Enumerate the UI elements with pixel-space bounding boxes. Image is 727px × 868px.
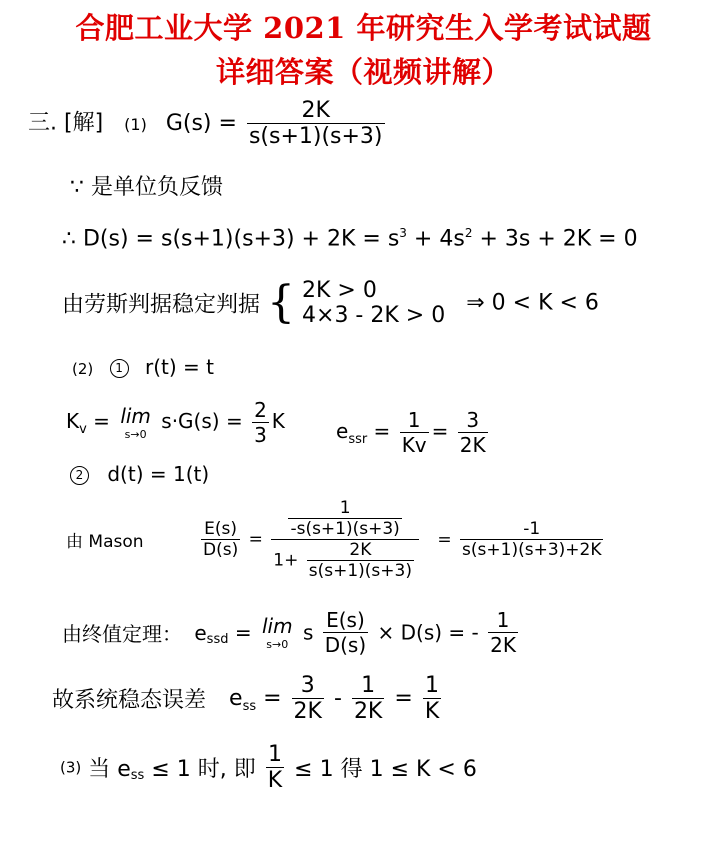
ess-f3-den: K bbox=[424, 699, 440, 724]
mason-result-fraction bbox=[460, 519, 603, 560]
essd-lhs: e bbox=[194, 620, 207, 645]
ess-lhs: e bbox=[229, 686, 243, 711]
part3-text-b: ≤ 1 时, 即 bbox=[144, 757, 256, 782]
essr-f2-num: 3 bbox=[466, 408, 480, 432]
kv-tail: K bbox=[271, 409, 285, 433]
essd-limit bbox=[262, 614, 293, 651]
part2-label: (2) bbox=[72, 360, 94, 378]
part3-fraction bbox=[266, 742, 284, 793]
fvt-label: 由终值定理： bbox=[62, 622, 182, 646]
g-lhs: G(s) = bbox=[165, 110, 237, 136]
ess-sub: ss bbox=[242, 698, 257, 714]
ess-f2-num: 1 bbox=[361, 673, 376, 698]
section-label: 三. [解] bbox=[28, 110, 104, 136]
routh-prefix: 由劳斯判据稳定判据 bbox=[62, 292, 261, 318]
essr-fraction-2 bbox=[458, 408, 488, 457]
routh-conditions bbox=[302, 278, 445, 328]
ess-f1-den: 2K bbox=[293, 699, 322, 724]
total-label: 故系统稳态误差 bbox=[52, 688, 207, 713]
essd-res-den: 2K bbox=[490, 633, 516, 657]
essr-f1-num: 1 bbox=[407, 408, 421, 432]
ess-fraction-1 bbox=[292, 673, 324, 724]
mason-inner-den-fraction bbox=[307, 540, 414, 581]
lim-word: lim bbox=[120, 404, 151, 428]
kv-lhs: K bbox=[66, 409, 80, 433]
mason-big-fraction bbox=[271, 498, 419, 581]
part3-sub: ss bbox=[130, 767, 145, 783]
lim-sub: s→0 bbox=[124, 428, 147, 441]
ess-minus: - bbox=[333, 686, 342, 711]
essr-eq2: = bbox=[431, 419, 449, 443]
char-eq-mid: + 4s bbox=[406, 226, 465, 252]
essr-f2-den: 2K bbox=[459, 433, 486, 457]
part2-input-2 bbox=[70, 462, 209, 486]
part3-text-a: 当 e bbox=[88, 757, 131, 782]
char-eq-square: 2 bbox=[464, 226, 473, 240]
ess-f1-num: 3 bbox=[300, 673, 315, 698]
mason-eq2: = bbox=[437, 529, 452, 550]
ess-fraction-2 bbox=[352, 673, 384, 724]
ess-f2-den: 2K bbox=[353, 699, 383, 724]
mason-inner-top: 1 bbox=[339, 498, 351, 518]
routh-result: ⇒ 0 < K < 6 bbox=[466, 290, 599, 316]
mason-lhs-fraction bbox=[201, 519, 240, 560]
kv-frac-den: 3 bbox=[254, 423, 267, 447]
mason-big-num bbox=[283, 498, 406, 539]
essr-equation bbox=[336, 408, 491, 457]
mason-inner-den-num: 2K bbox=[349, 540, 372, 560]
essd-eq: = bbox=[228, 620, 252, 645]
routh-criterion bbox=[62, 278, 599, 328]
char-eq-prefix: ∴ D(s) = s(s+1)(s+3) + 2K = s bbox=[62, 226, 400, 252]
mason-result-den: s(s+1)(s+3)+2K bbox=[462, 540, 602, 560]
essr-eq: = bbox=[367, 419, 391, 443]
g-fraction bbox=[247, 98, 385, 149]
essd-tail: × D(s) = - bbox=[377, 620, 479, 645]
essd-frac-den: D(s) bbox=[324, 633, 367, 657]
part3-text-c: ≤ 1 得 1 ≤ K < 6 bbox=[294, 757, 477, 782]
part1-transfer-function bbox=[28, 98, 388, 149]
routh-cond-1: 2K > 0 bbox=[302, 278, 377, 303]
mason-big-den bbox=[271, 539, 419, 581]
routh-cond-2: 4×3 - 2K > 0 bbox=[302, 303, 446, 328]
mason-inner-bottom: -s(s+1)(s+3) bbox=[290, 519, 400, 539]
essd-res-num: 1 bbox=[496, 608, 510, 632]
essd-frac-num: E(s) bbox=[326, 608, 365, 632]
because-line: ∵ 是单位负反馈 bbox=[70, 175, 223, 200]
kv-sub: v bbox=[79, 422, 87, 437]
kv-body: s·G(s) = bbox=[161, 409, 243, 433]
essd-lim-word: lim bbox=[261, 614, 293, 638]
final-value-line bbox=[62, 608, 521, 657]
part1-label: (1) bbox=[124, 114, 147, 134]
circle-number-1: 1 bbox=[110, 359, 129, 378]
char-eq-cube: 3 bbox=[399, 226, 407, 240]
kv-equation bbox=[66, 398, 285, 447]
characteristic-equation bbox=[62, 226, 638, 251]
mason-lhs-den: D(s) bbox=[203, 540, 239, 560]
part3-label: (3) bbox=[60, 758, 82, 777]
kv-frac-num: 2 bbox=[254, 398, 267, 422]
mason-inner-den-den: s(s+1)(s+3) bbox=[308, 561, 412, 581]
essd-fraction bbox=[323, 608, 368, 657]
ess-eq2: = bbox=[394, 686, 413, 711]
part3-frac-den: K bbox=[267, 768, 283, 793]
essd-sub: ssd bbox=[206, 632, 229, 647]
total-error-line bbox=[52, 673, 444, 724]
input-2: d(t) = 1(t) bbox=[107, 462, 210, 486]
kv-fraction bbox=[252, 398, 269, 447]
essr-sub: ssr bbox=[348, 432, 368, 447]
ess-f3-num: 1 bbox=[425, 673, 440, 698]
mason-result-num: -1 bbox=[523, 519, 541, 539]
mason-inner-num-fraction bbox=[288, 498, 401, 539]
input-1: r(t) = t bbox=[144, 355, 214, 379]
ess-eq: = bbox=[256, 686, 282, 711]
part3-line bbox=[60, 742, 477, 793]
title-line-2: 详细答案（视频讲解） bbox=[215, 55, 511, 89]
ess-fraction-3 bbox=[423, 673, 441, 724]
circle-number-2: 2 bbox=[70, 466, 89, 485]
essd-lim-sub: s→0 bbox=[266, 638, 289, 651]
essr-lhs: e bbox=[336, 419, 349, 443]
mason-eq: = bbox=[248, 529, 263, 550]
title-line-1: 合肥工业大学 2021 年研究生入学考试试题 bbox=[75, 11, 652, 45]
kv-eq: = bbox=[86, 409, 110, 433]
g-numerator: 2K bbox=[301, 98, 330, 123]
mason-equation bbox=[198, 498, 606, 581]
essd-result-fraction bbox=[488, 608, 518, 657]
routh-brace: { bbox=[267, 277, 296, 328]
g-denominator: s(s+1)(s+3) bbox=[248, 124, 383, 149]
mason-label: 由 Mason bbox=[66, 532, 144, 552]
essr-f1-den: Kv bbox=[401, 433, 427, 457]
mason-den-prefix: 1+ bbox=[273, 550, 299, 571]
mason-lhs-num: E(s) bbox=[204, 519, 238, 539]
kv-limit bbox=[120, 404, 151, 441]
part2-input-1 bbox=[72, 355, 214, 379]
char-eq-rest: + 3s + 2K = 0 bbox=[472, 226, 638, 252]
essd-body-s: s bbox=[302, 620, 314, 645]
essr-fraction-1 bbox=[400, 408, 429, 457]
part3-frac-num: 1 bbox=[267, 742, 282, 767]
